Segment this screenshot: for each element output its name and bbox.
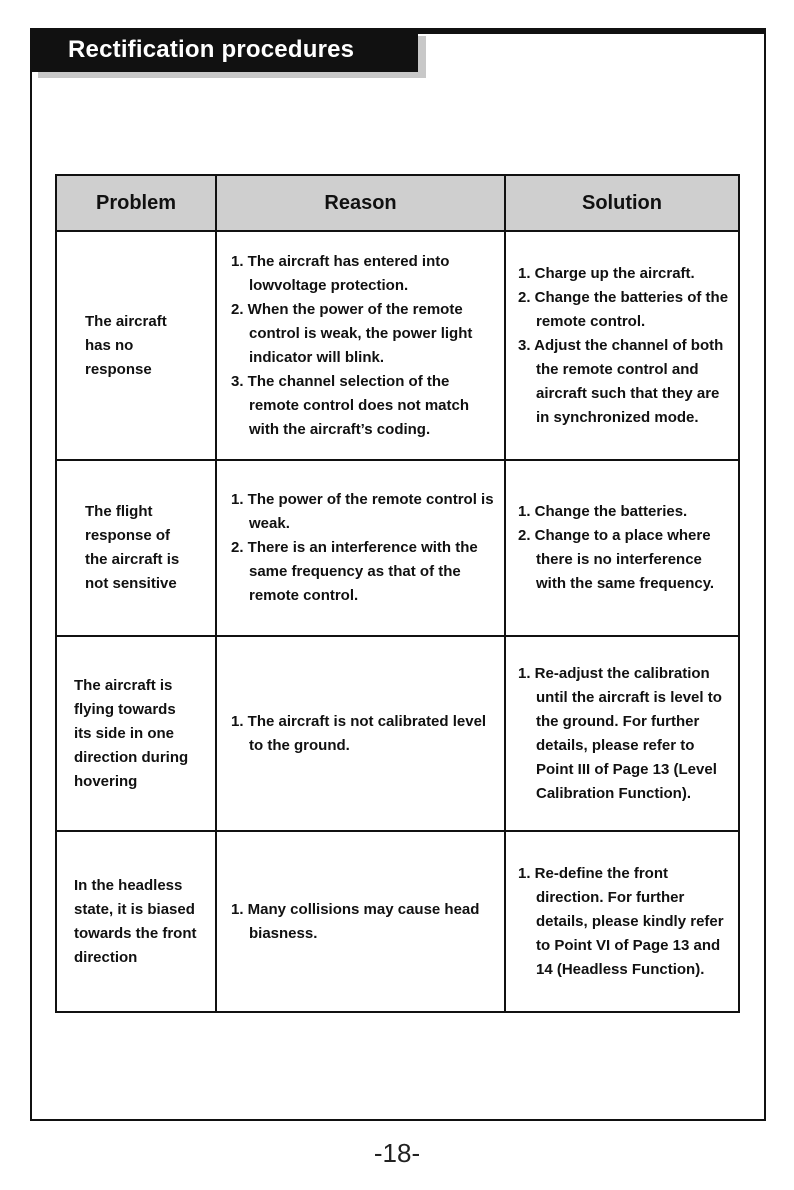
reason-item: 2. When the power of the remote control is weak, the power light indicator will blink. bbox=[231, 300, 473, 366]
table-row bbox=[56, 460, 739, 636]
table-row bbox=[56, 231, 739, 460]
solution-item: 1. Charge up the aircraft. bbox=[518, 264, 695, 282]
reason-item: 1. The aircraft is not calibrated level to the ground. bbox=[231, 712, 487, 754]
problem-line: the aircraft is bbox=[85, 551, 180, 568]
section-title: Rectification procedures bbox=[30, 28, 418, 72]
solution-item: 1. Change the batteries. bbox=[518, 503, 688, 520]
reason-item: 3. The channel selection of the remote control does not match with the aircraft’s coding. bbox=[231, 372, 470, 438]
solution-item: 2. Change the batteries of the remote control. bbox=[518, 288, 729, 330]
solution-item: 1. Re-adjust the calibration until the aircraft is level to the ground. For further details, please refer to Point III of Page 13 (Level Calibration Function). bbox=[518, 664, 722, 802]
problem-line: direction during bbox=[74, 748, 189, 766]
problem-line: flying towards bbox=[74, 700, 176, 718]
problem-line: response bbox=[85, 360, 152, 378]
reason-item: 1. The power of the remote control is weak. bbox=[231, 491, 494, 532]
problem-line: its side in one bbox=[74, 724, 175, 742]
problem-line: In the headless bbox=[74, 876, 183, 894]
reason-item: 1. The aircraft has entered into lowvoltage protection. bbox=[231, 252, 450, 294]
table-row bbox=[56, 636, 739, 831]
reason-cell bbox=[216, 636, 505, 831]
problem-cell bbox=[56, 831, 216, 1012]
problem-line: The flight bbox=[85, 503, 153, 520]
problem-line: response of bbox=[85, 527, 171, 544]
solution-item: 1. Re-define the front direction. For further details, please kindly refer to Point VI of Page 13 and 14 (Headless Function). bbox=[518, 864, 724, 978]
solution-item: 3. Adjust the channel of both the remote control and aircraft such that they are in synchronized mode. bbox=[518, 336, 724, 426]
column-header-reason: Reason bbox=[216, 175, 505, 231]
problem-line: direction bbox=[74, 948, 138, 966]
problem-cell bbox=[56, 636, 216, 831]
reason-cell bbox=[216, 831, 505, 1012]
troubleshooting-table bbox=[55, 174, 740, 1013]
table-row bbox=[56, 831, 739, 1012]
problem-cell bbox=[56, 231, 216, 460]
page-number: -18- bbox=[373, 1138, 421, 1168]
solution-cell bbox=[505, 636, 739, 831]
table-header-row bbox=[56, 175, 739, 231]
solution-item: 2. Change to a place where there is no interference with the same frequency. bbox=[518, 527, 715, 592]
reason-cell bbox=[216, 231, 505, 460]
problem-line: The aircraft is bbox=[74, 676, 173, 694]
reason-cell bbox=[216, 460, 505, 636]
column-header-solution: Solution bbox=[505, 175, 739, 231]
reason-item: 1. Many collisions may cause head biasness. bbox=[231, 900, 480, 942]
problem-line: not sensitive bbox=[85, 575, 177, 592]
problem-cell bbox=[56, 460, 216, 636]
solution-cell bbox=[505, 460, 739, 636]
solution-cell bbox=[505, 231, 739, 460]
problem-line: state, it is biased bbox=[74, 900, 195, 918]
problem-line: hovering bbox=[74, 772, 138, 790]
problem-line: The aircraft bbox=[85, 312, 167, 330]
problem-line: towards the front bbox=[74, 924, 197, 942]
problem-line: has no bbox=[85, 336, 134, 354]
column-header-problem: Problem bbox=[56, 175, 216, 231]
reason-item: 2. There is an interference with the same frequency as that of the remote control. bbox=[231, 539, 478, 604]
solution-cell bbox=[505, 831, 739, 1012]
